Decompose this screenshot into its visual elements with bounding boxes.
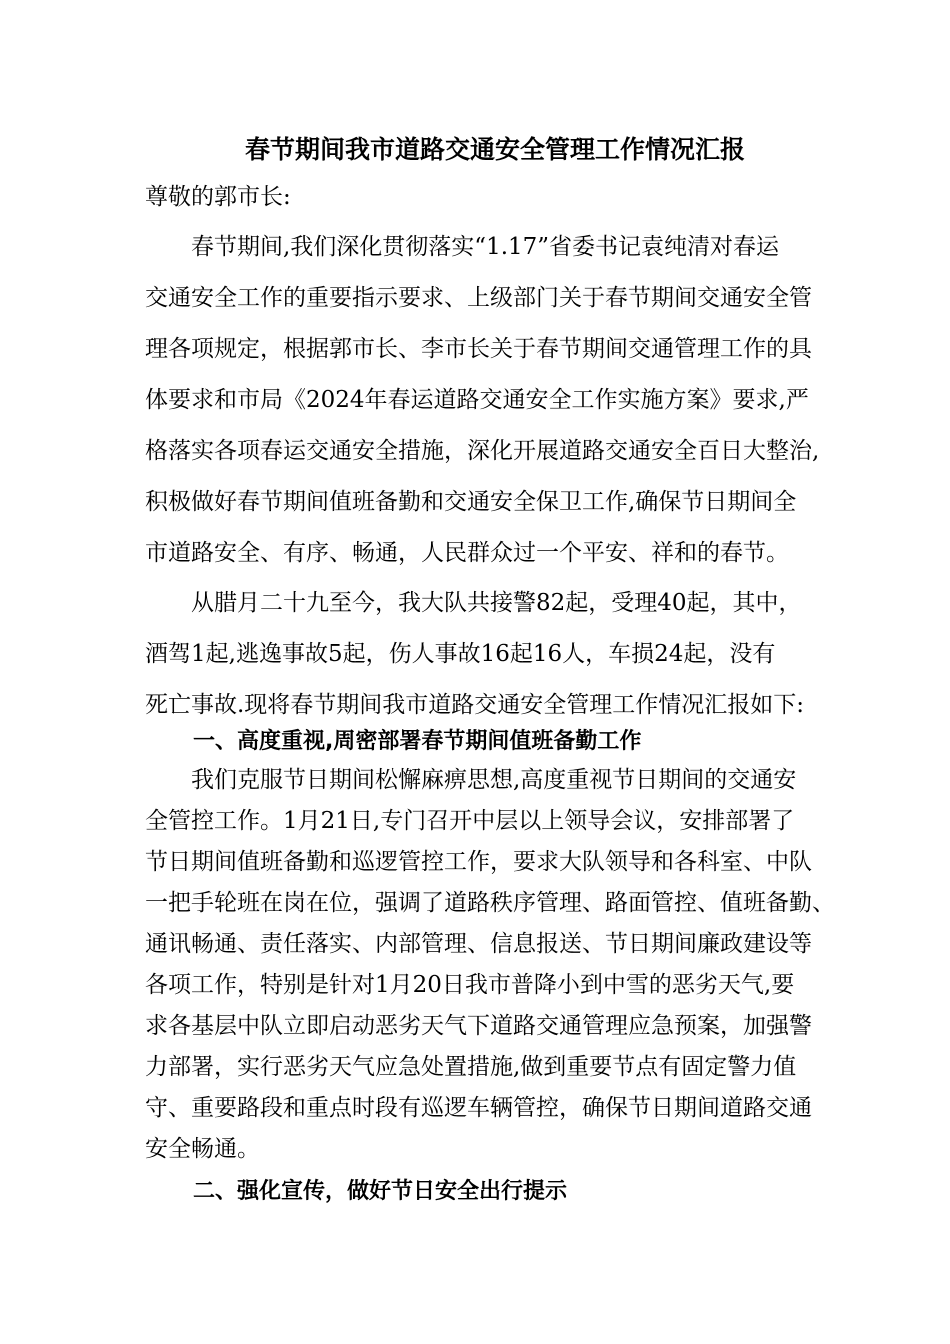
paragraph-3-line: 力部署，实行恶劣天气应急处置措施,做到重要节点有固定警力值: [145, 1054, 797, 1080]
paragraph-3-line: 节日期间值班备勤和巡逻管控工作，要求大队领导和各科室、中队: [145, 849, 812, 875]
paragraph-1-line: 交通安全工作的重要指示要求、上级部门关于春节期间交通安全管: [145, 285, 812, 311]
paragraph-3-line: 安全畅通。: [145, 1136, 260, 1162]
section-heading-1: 一、高度重视,周密部署春节期间值班备勤工作: [193, 729, 642, 754]
paragraph-3-line: 守、重要路段和重点时段有巡逻车辆管控，确保节日期间道路交通: [145, 1095, 812, 1121]
document-title: 春节期间我市道路交通安全管理工作情况汇报: [244, 135, 745, 164]
paragraph-1-line: 理各项规定，根据郭市长、李市长关于春节期间交通管理工作的具: [145, 336, 812, 362]
paragraph-1-line: 体要求和市局《2024年春运道路交通安全工作实施方案》要求,严: [145, 387, 809, 413]
paragraph-1-line: 格落实各项春运交通安全措施，深化开展道路交通安全百日大整治,: [145, 438, 820, 464]
paragraph-1-line: 市道路安全、有序、畅通，人民群众过一个平安、祥和的春节。: [145, 540, 789, 566]
paragraph-3-line: 通讯畅通、责任落实、内部管理、信息报送、节日期间廉政建设等: [145, 931, 812, 957]
paragraph-2-line: 从腊月二十九至今，我大队共接警82起，受理40起，其中，: [191, 590, 802, 616]
paragraph-3-line: 一把手轮班在岗在位，强调了道路秩序管理、路面管控、值班备勤、: [145, 890, 835, 916]
paragraph-2-line: 酒驾1起,逃逸事故5起，伤人事故16起16人，车损24起，没有: [145, 641, 776, 667]
paragraph-3-line: 全管控工作。1月21日,专门召开中层以上领导会议，安排部署了: [145, 808, 795, 834]
paragraph-2-line: 死亡事故.现将春节期间我市道路交通安全管理工作情况汇报如下:: [145, 692, 805, 718]
paragraph-3-line: 我们克服节日期间松懈麻痹思想,高度重视节日期间的交通安: [191, 767, 797, 793]
section-heading-2: 二、强化宣传，做好节日安全出行提示: [193, 1179, 568, 1204]
paragraph-1-line: 春节期间,我们深化贯彻落实“1.17”省委书记袁纯清对春运: [191, 234, 780, 260]
salutation: 尊敬的郭市长:: [145, 184, 291, 210]
paragraph-3-line: 求各基层中队立即启动恶劣天气下道路交通管理应急预案，加强警: [145, 1013, 812, 1039]
paragraph-1-line: 积极做好春节期间值班备勤和交通安全保卫工作,确保节日期间全: [145, 489, 797, 515]
paragraph-3-line: 各项工作，特别是针对1月20日我市普降小到中雪的恶劣天气,要: [145, 972, 795, 998]
